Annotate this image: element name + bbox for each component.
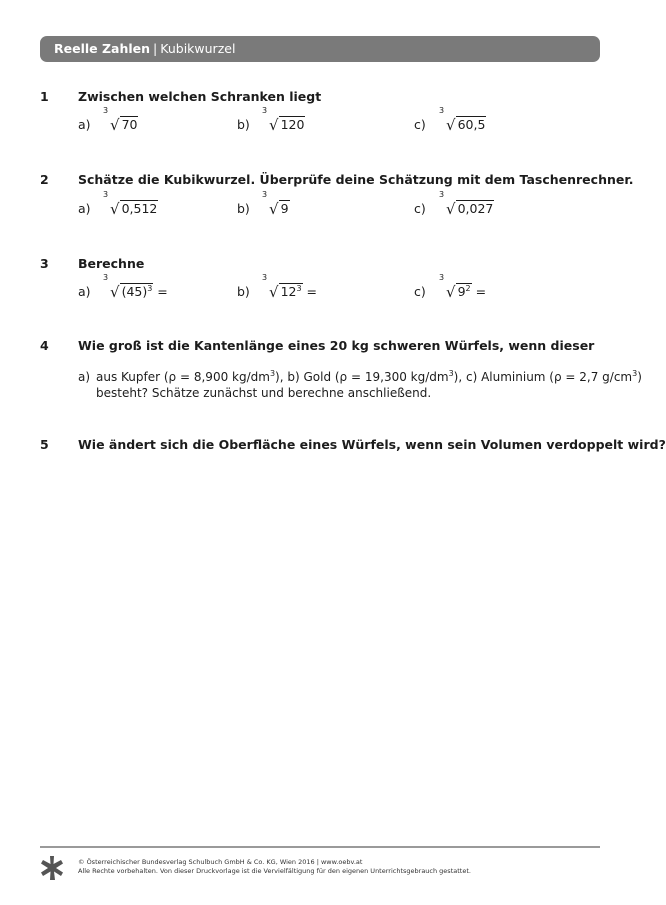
item-label: c) xyxy=(414,117,426,132)
item-label: a) xyxy=(78,201,91,216)
cube-root-icon: 3 √ 0,027 xyxy=(439,190,494,218)
radicand: 60,5 xyxy=(457,117,486,132)
task-item-a xyxy=(78,106,138,134)
item-label: c) xyxy=(414,284,426,299)
item-label: a) xyxy=(78,370,91,384)
item-label: b) xyxy=(237,117,250,132)
item-label: a) xyxy=(78,117,91,132)
item-label: b) xyxy=(237,201,250,216)
cube-root-icon: 3 √ 120 xyxy=(262,106,305,134)
exponent: 3 xyxy=(632,369,638,378)
cube-root-icon: 3 √ 70 xyxy=(103,106,138,134)
para-part-4: ) xyxy=(637,370,642,384)
task-item-c xyxy=(414,190,494,218)
exponent: 3 xyxy=(147,283,153,293)
cube-root-icon: 3 √ $(45)^3$ xyxy=(103,273,153,301)
equals-sign: = xyxy=(153,284,168,299)
task-item-b xyxy=(237,106,305,134)
footer xyxy=(78,858,471,876)
header-subtitle: Kubikwurzel xyxy=(160,41,236,56)
item-label: b) xyxy=(237,284,250,299)
task-number: 3 xyxy=(40,256,49,271)
task-text: Schätze die Kubikwurzel. Überprüfe deine Schätzung mit dem Taschenrechner. xyxy=(78,172,634,187)
task-text: Berechne xyxy=(78,256,145,271)
item-label: a) xyxy=(78,284,91,299)
task-number: 2 xyxy=(40,172,49,187)
exponent: 3 xyxy=(296,283,302,293)
exponent: 2 xyxy=(465,283,471,293)
header-separator: | xyxy=(153,41,158,56)
radicand: 0,512 xyxy=(121,201,158,216)
rights-line: Alle Rechte vorbehalten. Von dieser Druckvorlage ist die Vervielfältigung für den eigenen Unterrichtsgebrauch gestattet. xyxy=(78,867,471,875)
exponent: 3 xyxy=(448,369,454,378)
task-item-b xyxy=(237,190,290,218)
copyright-line: © Österreichischer Bundesverlag Schulbuch GmbH & Co. KG, Wien 2016 | www.oebv.at xyxy=(78,858,363,866)
exponent: 3 xyxy=(269,369,276,378)
task-text: Wie ändert sich die Oberfläche eines Würfels, wenn sein Volumen verdoppelt wird? xyxy=(78,437,666,452)
para-part-3: ), c) Aluminium (ρ = 2,7 g/cm xyxy=(453,370,633,384)
task-item-c xyxy=(414,273,487,301)
task-item-a xyxy=(78,273,168,301)
oebv-star-logo-icon xyxy=(38,854,66,882)
item-label: c) xyxy=(414,201,426,216)
root-index: 3 xyxy=(103,190,109,199)
cube-root-icon: 3 √ 9 xyxy=(262,190,289,218)
task-item-b xyxy=(237,273,318,301)
task-number: 1 xyxy=(40,89,49,104)
cube-root-icon: 3 √ 60,5 xyxy=(439,106,486,134)
root-index: 3 xyxy=(439,273,445,282)
radicand: 120 xyxy=(280,117,305,132)
task-text: Zwischen welchen Schranken liegt xyxy=(78,89,322,104)
radicand: 9 xyxy=(280,201,289,216)
root-index: 3 xyxy=(439,106,445,115)
radicand: (45) xyxy=(121,284,148,299)
cube-root-icon: 3 √ $9^2$ xyxy=(439,273,471,301)
cube-root-icon: 3 √ 0,512 xyxy=(103,190,158,218)
task-paragraph xyxy=(78,366,642,401)
radicand: 70 xyxy=(121,117,138,132)
para-part-2: ), b) Gold (ρ = 19,300 kg/dm xyxy=(275,370,449,384)
para-line-2: besteht? Schätze zunächst und berechne anschließend. xyxy=(96,386,432,400)
root-index: 3 xyxy=(262,106,268,115)
equals-sign: = xyxy=(302,284,318,299)
cube-root-icon: 3 √ $12^3$ xyxy=(262,273,302,301)
radicand: 12 xyxy=(280,284,297,299)
root-index: 3 xyxy=(103,273,109,282)
root-index: 3 xyxy=(262,190,268,199)
task-item-c xyxy=(414,106,486,134)
root-index: 3 xyxy=(103,106,109,115)
equals-sign: = xyxy=(471,284,487,299)
task-text: Wie groß ist die Kantenlänge eines 20 kg schweren Würfels, wenn dieser xyxy=(78,338,595,353)
radicand: 9 xyxy=(457,284,466,299)
page-header xyxy=(40,36,600,62)
task-number: 4 xyxy=(40,338,49,353)
root-index: 3 xyxy=(439,190,445,199)
root-index: 3 xyxy=(262,273,268,282)
para-part-1: aus Kupfer (ρ = 8,900 kg/dm xyxy=(96,370,270,384)
radicand: 0,027 xyxy=(457,201,494,216)
task-number: 5 xyxy=(40,437,49,452)
task-item-a xyxy=(78,190,158,218)
header-title: Reelle Zahlen xyxy=(54,41,151,56)
footer-divider xyxy=(40,846,600,848)
